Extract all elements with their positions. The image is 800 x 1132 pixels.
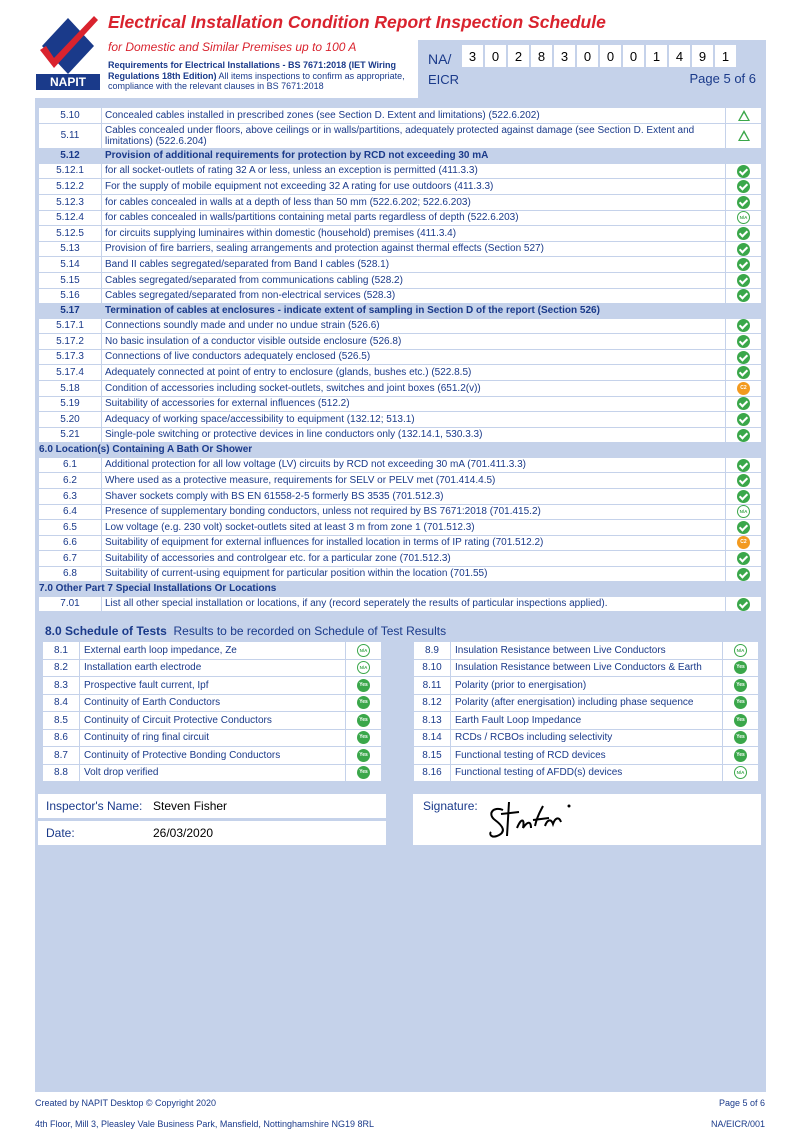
item-description: Condition of accessories including socket-outlets, switches and joint boxes (651.2(v))	[102, 380, 726, 396]
test-row	[43, 712, 382, 730]
item-outcome	[726, 412, 762, 428]
item-number: 6.7	[39, 551, 102, 567]
item-number: 5.18	[39, 380, 102, 396]
limitation-icon	[738, 110, 750, 121]
item-outcome	[726, 520, 762, 536]
test-number: 8.10	[414, 659, 451, 677]
test-outcome	[346, 694, 382, 712]
item-description: Low voltage (e.g. 230 volt) socket-outlets sited at least 3 m from zone 1 (701.512.3)	[102, 520, 726, 536]
yes-icon: Yes	[357, 766, 370, 779]
item-number: 5.17.4	[39, 365, 102, 381]
item-number: 5.20	[39, 412, 102, 428]
ref-digit: 0	[577, 45, 598, 67]
test-number: 8.12	[414, 694, 451, 712]
tests-table-right	[413, 641, 759, 782]
item-outcome	[726, 241, 762, 257]
report-reference-box	[418, 40, 766, 98]
item-description: Termination of cables at enclosures - indicate extent of sampling in Section D of the report (Section 526)	[102, 304, 726, 318]
item-description: Cables segregated/separated from non-electrical services (528.3)	[102, 288, 726, 304]
item-number: 5.12.3	[39, 195, 102, 211]
item-number: 5.12.4	[39, 210, 102, 226]
section-heading: 7.0 Other Part 7 Special Installations Or Locations	[39, 582, 762, 596]
test-description: Continuity of Circuit Protective Conductors	[80, 712, 346, 730]
requirements-text: All items inspections to confirm as appropriate, compliance with the relevant clauses in BS 7671:2018	[108, 70, 405, 91]
item-number: 5.10	[39, 108, 102, 124]
inspection-row	[39, 488, 762, 504]
check-icon	[737, 258, 750, 271]
item-number: 5.12.5	[39, 226, 102, 242]
test-row	[414, 642, 759, 660]
item-outcome	[726, 349, 762, 365]
test-description: External earth loop impedance, Ze	[80, 642, 346, 660]
inspection-row	[39, 551, 762, 567]
item-description: Adequately connected at point of entry to enclosure (glands, bushes etc.) (522.8.5)	[102, 365, 726, 381]
test-number: 8.1	[43, 642, 80, 660]
item-description: Provision of fire barriers, sealing arrangements and protection against thermal effects (Section 527)	[102, 241, 726, 257]
section-heading: 6.0 Location(s) Containing A Bath Or Shower	[39, 443, 762, 457]
item-outcome	[726, 488, 762, 504]
yes-icon: Yes	[734, 661, 747, 674]
test-row	[43, 642, 382, 660]
inspection-row	[39, 412, 762, 428]
inspection-row	[39, 520, 762, 536]
test-outcome	[346, 764, 382, 782]
check-icon	[737, 289, 750, 302]
check-icon	[737, 413, 750, 426]
test-outcome	[723, 729, 759, 747]
footer-code: NA/EICR/001	[710, 1119, 765, 1129]
check-icon	[737, 459, 750, 472]
inspection-row	[39, 195, 762, 211]
report-type: EICR	[428, 72, 460, 87]
ref-digit: 2	[508, 45, 529, 67]
test-description: Insulation Resistance between Live Conductors	[451, 642, 723, 660]
test-description: Prospective fault current, Ipf	[80, 677, 346, 695]
item-outcome	[726, 535, 762, 551]
test-row	[43, 677, 382, 695]
item-outcome	[726, 108, 762, 124]
item-outcome	[726, 380, 762, 396]
na-icon: N/A	[734, 766, 747, 779]
check-icon	[737, 319, 750, 332]
date-label: Date:	[46, 826, 75, 840]
item-outcome	[726, 596, 762, 612]
check-icon	[737, 227, 750, 240]
inspection-row	[39, 179, 762, 195]
tests-heading	[45, 624, 446, 638]
test-description: Continuity of Earth Conductors	[80, 694, 346, 712]
test-outcome	[346, 747, 382, 765]
item-outcome	[726, 123, 762, 149]
inspection-row	[39, 473, 762, 489]
check-icon	[737, 397, 750, 410]
item-description: Presence of supplementary bonding conductors, unless not required by BS 7671:2018 (701.415.2)	[102, 504, 726, 520]
check-icon	[737, 568, 750, 581]
item-outcome	[726, 179, 762, 195]
item-description: Additional protection for all low voltage (LV) circuits by RCD not exceeding 30 mA (701.411.3.3)	[102, 457, 726, 473]
item-description: for all socket-outlets of rating 32 A or less, unless an exception is permitted (411.3.3)	[102, 163, 726, 179]
c2-icon: C2	[737, 536, 750, 549]
item-outcome	[726, 163, 762, 179]
test-number: 8.2	[43, 659, 80, 677]
test-number: 8.3	[43, 677, 80, 695]
yes-icon: Yes	[734, 749, 747, 762]
test-number: 8.14	[414, 729, 451, 747]
requirements-bold: Requirements for Electrical Installations - BS 7671:2018 (IET Wiring Regulations 18th Edition)	[108, 60, 397, 81]
item-number: 6.1	[39, 457, 102, 473]
inspection-row	[39, 504, 762, 520]
inspection-row	[39, 566, 762, 582]
check-icon	[737, 351, 750, 364]
inspection-row	[39, 457, 762, 473]
item-description: Connections of live conductors adequately enclosed (526.5)	[102, 349, 726, 365]
page-title: Electrical Installation Condition Report Inspection Schedule	[108, 12, 606, 32]
inspection-row	[39, 318, 762, 334]
inspection-row	[39, 272, 762, 288]
inspection-row	[39, 349, 762, 365]
subsection-row	[39, 149, 762, 163]
limitation-icon	[738, 130, 750, 141]
item-outcome	[726, 288, 762, 304]
item-number: 7.01	[39, 596, 102, 612]
yes-icon: Yes	[734, 696, 747, 709]
inspection-row	[39, 596, 762, 612]
signature-label: Signature:	[423, 799, 478, 813]
test-outcome	[723, 764, 759, 782]
item-description: Suitability of current-using equipment for particular position within the location (701.55)	[102, 566, 726, 582]
test-description: Continuity of Protective Bonding Conductors	[80, 747, 346, 765]
item-number: 5.12	[39, 149, 102, 163]
ref-digit: 1	[715, 45, 736, 67]
test-description: Continuity of ring final circuit	[80, 729, 346, 747]
ref-digit: 3	[554, 45, 575, 67]
test-number: 8.8	[43, 764, 80, 782]
item-outcome	[726, 427, 762, 443]
test-row	[43, 764, 382, 782]
section-row	[39, 582, 762, 596]
test-description: RCDs / RCBOs including selectivity	[451, 729, 723, 747]
item-outcome	[726, 226, 762, 242]
ref-prefix: NA/	[428, 51, 452, 67]
na-icon: N/A	[737, 505, 750, 518]
item-description: Provision of additional requirements for protection by RCD not exceeding 30 mA	[102, 149, 726, 163]
test-row	[414, 712, 759, 730]
test-number: 8.15	[414, 747, 451, 765]
item-outcome	[726, 149, 762, 163]
inspector-label: Inspector's Name:	[46, 799, 143, 813]
test-row	[43, 729, 382, 747]
inspection-row	[39, 427, 762, 443]
item-description: for circuits supplying luminaires within domestic (household) premises (411.3.4)	[102, 226, 726, 242]
test-description: Polarity (prior to energisation)	[451, 677, 723, 695]
test-outcome	[723, 712, 759, 730]
test-outcome	[346, 729, 382, 747]
test-outcome	[346, 712, 382, 730]
item-outcome	[726, 504, 762, 520]
item-description: for cables concealed in walls at a depth of less than 50 mm (522.6.202; 522.6.203)	[102, 195, 726, 211]
test-outcome	[723, 642, 759, 660]
item-number: 5.16	[39, 288, 102, 304]
yes-icon: Yes	[734, 714, 747, 727]
check-icon	[737, 243, 750, 256]
item-outcome	[726, 457, 762, 473]
inspection-date: 26/03/2020	[153, 826, 214, 840]
item-number: 6.6	[39, 535, 102, 551]
c2-icon: C2	[737, 382, 750, 395]
test-number: 8.6	[43, 729, 80, 747]
test-description: Functional testing of AFDD(s) devices	[451, 764, 723, 782]
check-icon	[737, 366, 750, 379]
test-number: 8.16	[414, 764, 451, 782]
check-icon	[737, 274, 750, 287]
yes-icon: Yes	[357, 679, 370, 692]
check-icon	[737, 552, 750, 565]
item-description: For the supply of mobile equipment not exceeding 32 A rating for use outdoors (411.3.3)	[102, 179, 726, 195]
section-row	[39, 443, 762, 457]
yes-icon: Yes	[357, 714, 370, 727]
item-outcome	[726, 473, 762, 489]
test-description: Functional testing of RCD devices	[451, 747, 723, 765]
ref-digit: 0	[485, 45, 506, 67]
test-outcome	[723, 677, 759, 695]
item-number: 5.19	[39, 396, 102, 412]
inspection-row	[39, 334, 762, 350]
item-outcome	[726, 210, 762, 226]
item-outcome	[726, 566, 762, 582]
ref-digit: 0	[600, 45, 621, 67]
na-icon: N/A	[734, 644, 747, 657]
page-subtitle: for Domestic and Similar Premises up to 100 A	[108, 40, 357, 54]
test-number: 8.7	[43, 747, 80, 765]
inspection-row	[39, 241, 762, 257]
item-number: 5.12.1	[39, 163, 102, 179]
item-description: Cables concealed under floors, above ceilings or in walls/partitions, adequately protected against damage (see Section D. Extent and limitations) (522.6.204)	[102, 123, 726, 149]
item-description: Where used as a protective measure, requirements for SELV or PELV met (701.414.4.5)	[102, 473, 726, 489]
test-outcome	[346, 642, 382, 660]
ref-digit: 0	[623, 45, 644, 67]
item-description: Suitability of accessories and controlgear etc. for a particular zone (701.512.3)	[102, 551, 726, 567]
test-number: 8.9	[414, 642, 451, 660]
item-description: Suitability of equipment for external influences for installed location in terms of IP rating (701.512.2)	[102, 535, 726, 551]
test-row	[43, 694, 382, 712]
item-outcome	[726, 272, 762, 288]
inspection-row	[39, 226, 762, 242]
check-icon	[737, 165, 750, 178]
footer-address: 4th Floor, Mill 3, Pleasley Vale Business Park, Mansfield, Nottinghamshire NG19 8RL	[35, 1119, 374, 1129]
check-icon	[737, 429, 750, 442]
inspection-row	[39, 163, 762, 179]
item-outcome	[726, 318, 762, 334]
subsection-row	[39, 304, 762, 318]
yes-icon: Yes	[734, 679, 747, 692]
test-number: 8.11	[414, 677, 451, 695]
tests-note: Results to be recorded on Schedule of Test Results	[173, 624, 447, 638]
item-number: 5.17.1	[39, 318, 102, 334]
inspection-row	[39, 123, 762, 149]
check-icon	[737, 474, 750, 487]
check-icon	[737, 180, 750, 193]
test-outcome	[346, 659, 382, 677]
item-outcome	[726, 551, 762, 567]
item-number: 5.21	[39, 427, 102, 443]
item-outcome	[726, 257, 762, 273]
item-description: Concealed cables installed in prescribed zones (see Section D. Extent and limitations) (522.6.202)	[102, 108, 726, 124]
tests-table-left	[42, 641, 382, 782]
ref-digits	[462, 45, 736, 67]
item-outcome	[726, 304, 762, 318]
item-number: 5.13	[39, 241, 102, 257]
check-icon	[737, 521, 750, 534]
item-number: 6.8	[39, 566, 102, 582]
item-description: Adequacy of working space/accessibility to equipment (132.12; 513.1)	[102, 412, 726, 428]
test-row	[43, 747, 382, 765]
item-number: 5.11	[39, 123, 102, 149]
test-row	[414, 747, 759, 765]
yes-icon: Yes	[734, 731, 747, 744]
signature-image	[485, 796, 605, 844]
item-number: 6.5	[39, 520, 102, 536]
ref-digit: 1	[646, 45, 667, 67]
test-outcome	[346, 677, 382, 695]
test-row	[414, 729, 759, 747]
test-description: Volt drop verified	[80, 764, 346, 782]
inspection-row	[39, 108, 762, 124]
na-icon: N/A	[357, 644, 370, 657]
check-icon	[737, 196, 750, 209]
test-outcome	[723, 659, 759, 677]
test-number: 8.4	[43, 694, 80, 712]
item-number: 6.3	[39, 488, 102, 504]
item-description: Single-pole switching or protective devices in line conductors only (132.14.1, 530.3.3)	[102, 427, 726, 443]
item-number: 5.17	[39, 304, 102, 318]
test-description: Installation earth electrode	[80, 659, 346, 677]
test-row	[43, 659, 382, 677]
footer-page: Page 5 of 6	[718, 1098, 765, 1108]
inspection-panel	[35, 98, 766, 1092]
ref-digit: 9	[692, 45, 713, 67]
test-row	[414, 764, 759, 782]
page-number: Page 5 of 6	[689, 71, 756, 86]
inspection-row	[39, 288, 762, 304]
item-description: for cables concealed in walls/partitions containing metal parts regardless of depth (522.6.203)	[102, 210, 726, 226]
item-number: 5.17.2	[39, 334, 102, 350]
item-description: List all other special installation or locations, if any (record seperately the results of particular inspections applied).	[102, 596, 726, 612]
test-number: 8.5	[43, 712, 80, 730]
item-outcome	[726, 396, 762, 412]
check-icon	[737, 335, 750, 348]
yes-icon: Yes	[357, 749, 370, 762]
inspection-table	[38, 107, 762, 612]
item-number: 6.2	[39, 473, 102, 489]
yes-icon: Yes	[357, 731, 370, 744]
inspection-row	[39, 380, 762, 396]
signature-box	[413, 794, 761, 845]
item-outcome	[726, 334, 762, 350]
test-description: Polarity (after energisation) including phase sequence	[451, 694, 723, 712]
item-description: Suitability of accessories for external influences (512.2)	[102, 396, 726, 412]
test-row	[414, 694, 759, 712]
inspector-name: Steven Fisher	[153, 799, 228, 813]
na-icon: N/A	[737, 211, 750, 224]
inspection-row	[39, 210, 762, 226]
footer-created: Created by NAPIT Desktop © Copyright 2020	[35, 1098, 217, 1108]
inspection-row	[39, 396, 762, 412]
ref-digit: 3	[462, 45, 483, 67]
test-outcome	[723, 747, 759, 765]
check-icon	[737, 490, 750, 503]
inspector-name-box	[38, 794, 386, 818]
inspection-row	[39, 535, 762, 551]
test-outcome	[723, 694, 759, 712]
inspection-row	[39, 365, 762, 381]
yes-icon: Yes	[357, 696, 370, 709]
item-number: 5.15	[39, 272, 102, 288]
item-number: 5.17.3	[39, 349, 102, 365]
test-description: Earth Fault Loop Impedance	[451, 712, 723, 730]
ref-digit: 4	[669, 45, 690, 67]
ref-digit: 8	[531, 45, 552, 67]
test-number: 8.13	[414, 712, 451, 730]
napit-logo	[36, 12, 100, 90]
item-outcome	[726, 195, 762, 211]
item-description: Band II cables segregated/separated from Band I cables (528.1)	[102, 257, 726, 273]
test-row	[414, 659, 759, 677]
requirements-note	[108, 60, 413, 92]
item-description: Connections soundly made and under no undue strain (526.6)	[102, 318, 726, 334]
item-description: Shaver sockets comply with BS EN 61558-2-5 formerly BS 3535 (701.512.3)	[102, 488, 726, 504]
item-description: No basic insulation of a conductor visible outside enclosure (526.8)	[102, 334, 726, 350]
na-icon: N/A	[357, 661, 370, 674]
item-description: Cables segregated/separated from communications cabling (528.2)	[102, 272, 726, 288]
date-box	[38, 821, 386, 845]
logo-text: NAPIT	[50, 75, 86, 89]
test-description: Insulation Resistance between Live Conductors & Earth	[451, 659, 723, 677]
item-outcome	[726, 365, 762, 381]
tests-title: 8.0 Schedule of Tests	[45, 624, 167, 638]
inspection-row	[39, 257, 762, 273]
item-number: 5.14	[39, 257, 102, 273]
check-icon	[737, 598, 750, 611]
item-number: 5.12.2	[39, 179, 102, 195]
test-row	[414, 677, 759, 695]
item-number: 6.4	[39, 504, 102, 520]
